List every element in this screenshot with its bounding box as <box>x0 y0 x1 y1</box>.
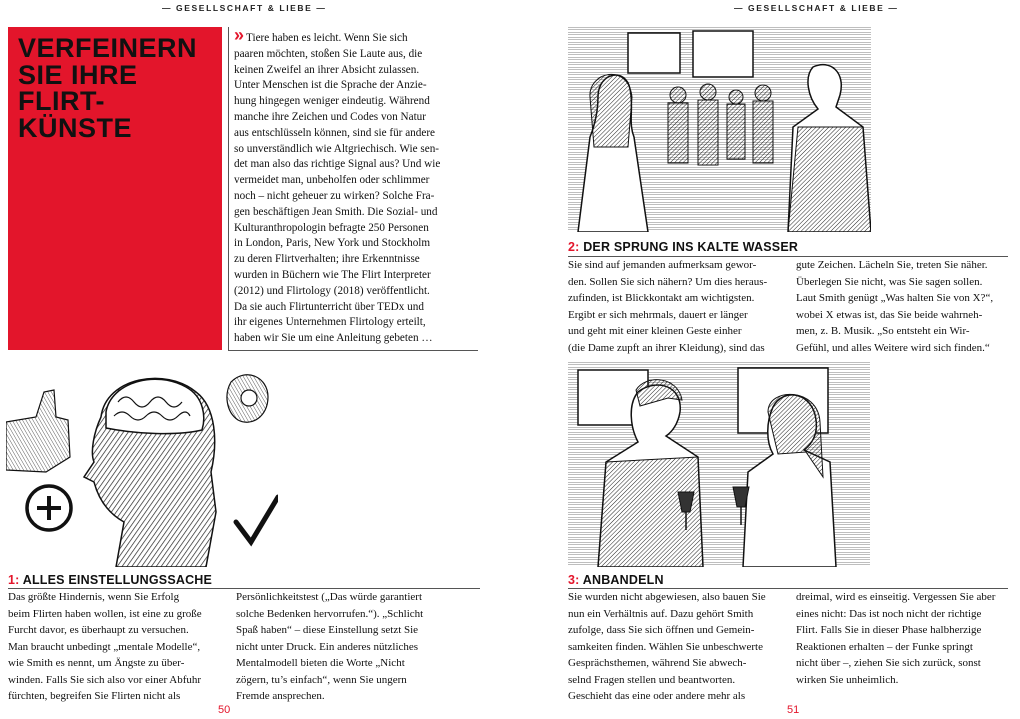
section-title: DER SPRUNG INS KALTE WASSER <box>583 240 799 254</box>
section-number: 3: <box>568 573 580 587</box>
headline-red-box <box>8 27 222 350</box>
intro-line: zu deren Flirtverhalten; ihre Erkenntnisse <box>234 253 420 266</box>
section-rubric-left: — GESELLSCHAFT & LIEBE — <box>162 3 327 13</box>
section-title: ALLES EINSTELLUNGSSACHE <box>22 573 213 587</box>
quote-mark-icon: » <box>234 25 240 45</box>
intro-line: det man also das richtige Signal aus? Und wie <box>234 158 441 171</box>
body-line: men, z. B. Musik. „So entsteht ein Wir- <box>796 325 970 337</box>
body-line: Gefühl, und alles Weitere wird sich finden.“ <box>796 341 990 354</box>
headline-line: VERFEINERN <box>18 33 198 63</box>
couple-wine-illustration <box>568 362 870 567</box>
intro-bottom-rule <box>228 350 478 351</box>
body-line: dreimal, wird es einseitig. Vergessen Sie aber <box>796 591 996 603</box>
body-line: beim Flirten haben wollen, ist eine zu große <box>8 607 202 620</box>
section-2-column-1 <box>568 257 782 356</box>
headline <box>18 35 197 141</box>
intro-text <box>234 25 466 347</box>
section-rubric-right: — GESELLSCHAFT & LIEBE — <box>734 3 899 13</box>
body-line: Überlegen Sie nicht, was Sie sagen sollen. <box>796 275 983 288</box>
section-number: 2: <box>568 240 580 254</box>
intro-line: in London, Paris, New York und Stockholm <box>234 237 431 250</box>
intro-line: gen beschäftigen Jean Smith. Die Sozial- und <box>234 205 438 218</box>
body-line: (die Dame zupft an ihrer Kleidung), sind das <box>568 341 765 354</box>
section-heading-3 <box>568 573 664 587</box>
body-line: Fremde ansprechen. <box>236 690 325 702</box>
section-1-column-1 <box>8 589 230 705</box>
headline-line: SIE IHRE <box>18 59 138 90</box>
body-line: den. Sollen Sie sich nähern? Um dies heraus- <box>568 275 768 288</box>
page-number-left: 50 <box>218 704 231 716</box>
body-line: nicht über –, ziehen Sie sich zurück, sonst <box>796 657 981 669</box>
body-line: Man braucht unbedingt „mentale Modelle“, <box>8 640 201 653</box>
section-heading-1 <box>8 573 212 587</box>
body-line: solche Bedenken hervorrufen.“). „Schlicht <box>236 607 424 620</box>
body-line: eines nicht: Das ist noch nicht der richtige <box>796 607 982 620</box>
intro-line: vermeidet man, unbeholfen oder schlimmer <box>234 174 430 187</box>
body-line: zufolge, dass Sie sich öffnen und Gemein- <box>568 624 755 636</box>
body-line: wirken Sie unheimlich. <box>796 673 899 686</box>
intro-line: Da sie auch Flirtunterricht über TEDx und <box>234 300 424 313</box>
intro-line: wurden in Büchern wie The Flirt Interpreter <box>234 268 431 281</box>
intro-line: noch – nicht geheuer zu wirken? Solche Fra- <box>234 189 435 202</box>
body-line: Das größte Hindernis, wenn Sie Erfolg <box>8 591 180 603</box>
page-number-right: 51 <box>787 704 800 716</box>
intro-line: manche ihre Zeichen und Codes von Natur <box>234 110 426 123</box>
intro-line: keinen Zweifel an ihrer Absicht zulassen. <box>234 63 420 76</box>
body-line: Flirt. Falls Sie in dieser Phase halbherzige <box>796 624 982 636</box>
section-3-column-1 <box>568 589 782 705</box>
intro-line: ihr eigenes Unternehmen Flirtology erteilt, <box>234 316 426 329</box>
body-line: samkeiten finden. Wählen Sie unbeschwerte <box>568 640 763 653</box>
body-line: Persönlichkeitstest („Das würde garantiert <box>236 591 423 603</box>
body-line: fürchten, begreifen Sie Flirten nicht als <box>8 690 181 702</box>
intro-divider <box>228 27 229 350</box>
body-line: nun ein Verhältnis auf. Dazu gehört Smith <box>568 607 754 620</box>
body-line: wie Smith es nennt, um Ängste zu über- <box>8 657 185 669</box>
body-line: Sie sind auf jemanden aufmerksam gewor- <box>568 259 757 271</box>
intro-line: (2012) und Flirtology (2018) veröffentlicht. <box>234 284 430 297</box>
body-line: zögern, tu’s einfach“, wenn Sie ungern <box>236 673 407 686</box>
intro-line: Tiere haben es leicht. Wenn Sie sich <box>246 32 408 44</box>
body-line: Furcht davor, es überhaupt zu versuchen. <box>8 624 189 636</box>
headline-line: KÜNSTE <box>18 112 133 143</box>
section-1-column-2 <box>236 589 462 705</box>
body-line: winden. Falls Sie sich also vor einer Abfuhr <box>8 673 202 686</box>
body-line: Spaß haben“ – diese Einstellung setzt Sie <box>236 624 419 636</box>
body-line: Gesprächsthemen, während Sie abwech- <box>568 657 747 669</box>
intro-line: haben wir Sie um eine Anleitung gebeten … <box>234 332 433 345</box>
intro-line: hung hingegen weniger eindeutig. Während <box>234 95 430 108</box>
body-line: wobei X etwas ist, das Sie beide wahrneh- <box>796 308 983 321</box>
intro-line: paaren möchten, stoßen Sie Laute aus, die <box>234 47 423 60</box>
body-line: Sie wurden nicht abgewiesen, also bauen Sie <box>568 591 766 603</box>
section-heading-2 <box>568 240 798 254</box>
section-title: ANBANDELN <box>582 573 664 587</box>
headline-line: FLIRT- <box>18 86 105 116</box>
body-line: gute Zeichen. Lächeln Sie, treten Sie näher. <box>796 259 988 271</box>
section-number: 1: <box>8 573 20 587</box>
body-line: Mentalmodell bieten die Worte „Nicht <box>236 657 405 669</box>
section-2-column-2 <box>796 257 1010 356</box>
body-line: selnd Fragen stellen und beantworten. <box>568 673 736 686</box>
body-line: Laut Smith genügt „Was halten Sie von X?“, <box>796 292 994 304</box>
party-crowd-illustration <box>568 27 871 232</box>
body-line: zufinden, ist Blickkontakt am wichtigsten. <box>568 292 755 304</box>
intro-line: Unter Menschen ist die Sprache der Anzie- <box>234 79 427 92</box>
section-3-column-2 <box>796 589 1010 688</box>
intro-line: Kulturanthropologin befragte 250 Personen <box>234 221 429 234</box>
body-line: Reaktionen erhalten – der Funke springt <box>796 640 973 653</box>
brain-head-illustration <box>6 362 278 567</box>
body-line: Geschieht das eine oder andere mehr als <box>568 690 746 702</box>
body-line: und geht mit einer kleinen Geste einher <box>568 325 742 337</box>
intro-line: so unverständlich wie Altgriechisch. Wie sen- <box>234 142 440 155</box>
intro-line: aus entschlüsseln können, sind sie für andere <box>234 126 436 139</box>
body-line: nicht unter Druck. Ein anderes nützliches <box>236 640 419 653</box>
body-line: Ergibt er sich mehrmals, dauert er länger <box>568 308 748 321</box>
